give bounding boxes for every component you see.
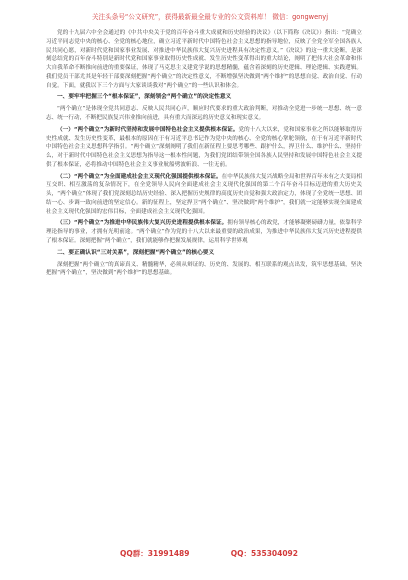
page-footer xyxy=(120,548,298,559)
point-1-lead: （一）“两个确立”为新时代坚持和发展中国特色社会主义提供根本保证。 xyxy=(57,126,239,133)
point-3-text: 拥有领导核心的政党，才能够凝聚磅礴力量，依靠科学理论指导的事业，才拥有光明前途。“两个确立”作为党的十八大以来最重要的政治成果，为推进中华民族伟大复兴历史进程提供了根本保证。深刻把握“两个确立”，我们就能够作把握发展规律，运用科学世界观 xyxy=(46,220,363,244)
footer-qq-group: QQ群：31991489 xyxy=(120,549,190,558)
section-heading-2: 二、要正确认识“三对关系”，深刻把握“两个确立”的核心要义 xyxy=(57,249,215,256)
page-header: 关注头条号“公文研究”，获得最新最全最专业的公文资料库！ 微信：gongwenyj xyxy=(91,13,329,21)
point-2-lead: （二）“两个确立”为全面建成社会主义现代化强国提供根本保证。 xyxy=(57,173,222,180)
section-heading-1: 一、要牢牢把握三个“根本保证”，深刻领会“两个确立”的决定性意义 xyxy=(57,94,232,101)
paragraph-point-3 xyxy=(46,219,362,245)
paragraph-point-2 xyxy=(46,173,362,217)
paragraph-intro: 党的十九届六中全会通过的《中共中央关于党的百年奋斗重大成就和历史经验的决议》（以下简称《决议》）指出：“党确立习近平同志党中央的核心、全党的核心地位，确立习近平新时代中国特色社会主义思想的指导地位，反映了全党全军全国各族人民共同心愿，对新时代党和国家事业发展、对推进中华民族伟大复兴历史进程具有决定性意义。”《决议》的这一重大论断，是深刻总结党的百年奋斗特别是新时代党和国家事业取得历史性成就、发生历史性变革得出的重大结论，阐明了把伟大社会革命和伟大自我革命不断推向前进的重要保证，体现了马克思主义建党学说的思想精髓，蕴含着深刻的历史逻辑、理论逻辑、实践逻辑。我们党员干部尤其是年轻干部要深刻把握“两个确立”的决定性意义，不断增强坚决做到“两个维护”的思想自觉、政治自觉、行动自觉。下面，就我以下三个方面与大家谈谈我对“两个确立”的一些认识和体会。 xyxy=(46,30,362,89)
paragraph-section2-intro: 深刻把握“两个确立”的真谛真义、精髓精华，必须从辩证的、历史的、发展的、相互联系的观点出发，筑牢思想基础，坚决把握“两个确立”，坚决做到“两个维护”的思想基础。 xyxy=(46,261,362,277)
footer-qq-number: QQ：535304092 xyxy=(230,549,298,558)
paragraph-section1-intro: “两个确立”是体现全党共同意志、反映人民共同心声，顺应时代要求的重大政治判断，对推动全党进一步统一思想、统一意志、统一行动，不断把民族复兴伟业推向前进，具有重大而深远的历史意义和现实意义。 xyxy=(46,106,362,121)
point-3-lead: （三）“两个确立”为推进中华民族伟大复兴历史进程提供根本保证。 xyxy=(57,220,228,227)
point-2-text: 在中华民族伟大复兴战略全局和世界百年未有之大变局相互交织、相互激荡的复杂情况下，在全党领导人民向全面建成社会主义现代化强国的第二个百年奋斗目标迈进的重大历史关头，“两个确立”体现了我们党深刻总结历史经验、深入把握历史规律的高度历史自觉和强大政治定力，体现了全党统一思想、团结一心、步调一致向前进的坚定信心。新的征程上，坚定捍卫“两个确立”、坚决做到“两个维护”，我们就一定能够实现全面建成社会主义现代化强国的宏伟目标，全面建成社会主义现代化强国。 xyxy=(46,173,362,215)
paragraph-point-1 xyxy=(46,126,362,170)
document-body xyxy=(46,29,362,281)
point-1-text: 党的十八大以来，党和国家事业之所以能够取得历史性成就、发生历史性变革，最根本的原因在于有习近平总书记作为党中央的核心、全党的核心掌舵领航，在于有习近平新时代中国特色社会主义思想科学指引。“两个确立”深刻阐明了我们在新征程上要思考哪些、跟护什么，捍卫什么、维护什么、坚持什么，对于新时代中国特色社会主义思想为指导这一根本性问题，为我们党团结带领全国各族人民坚持和发展中国特色社会主义提供了根本保证，必将推动中国特色社会主义事业航船劈波斩浪、一往无前。 xyxy=(46,126,362,168)
